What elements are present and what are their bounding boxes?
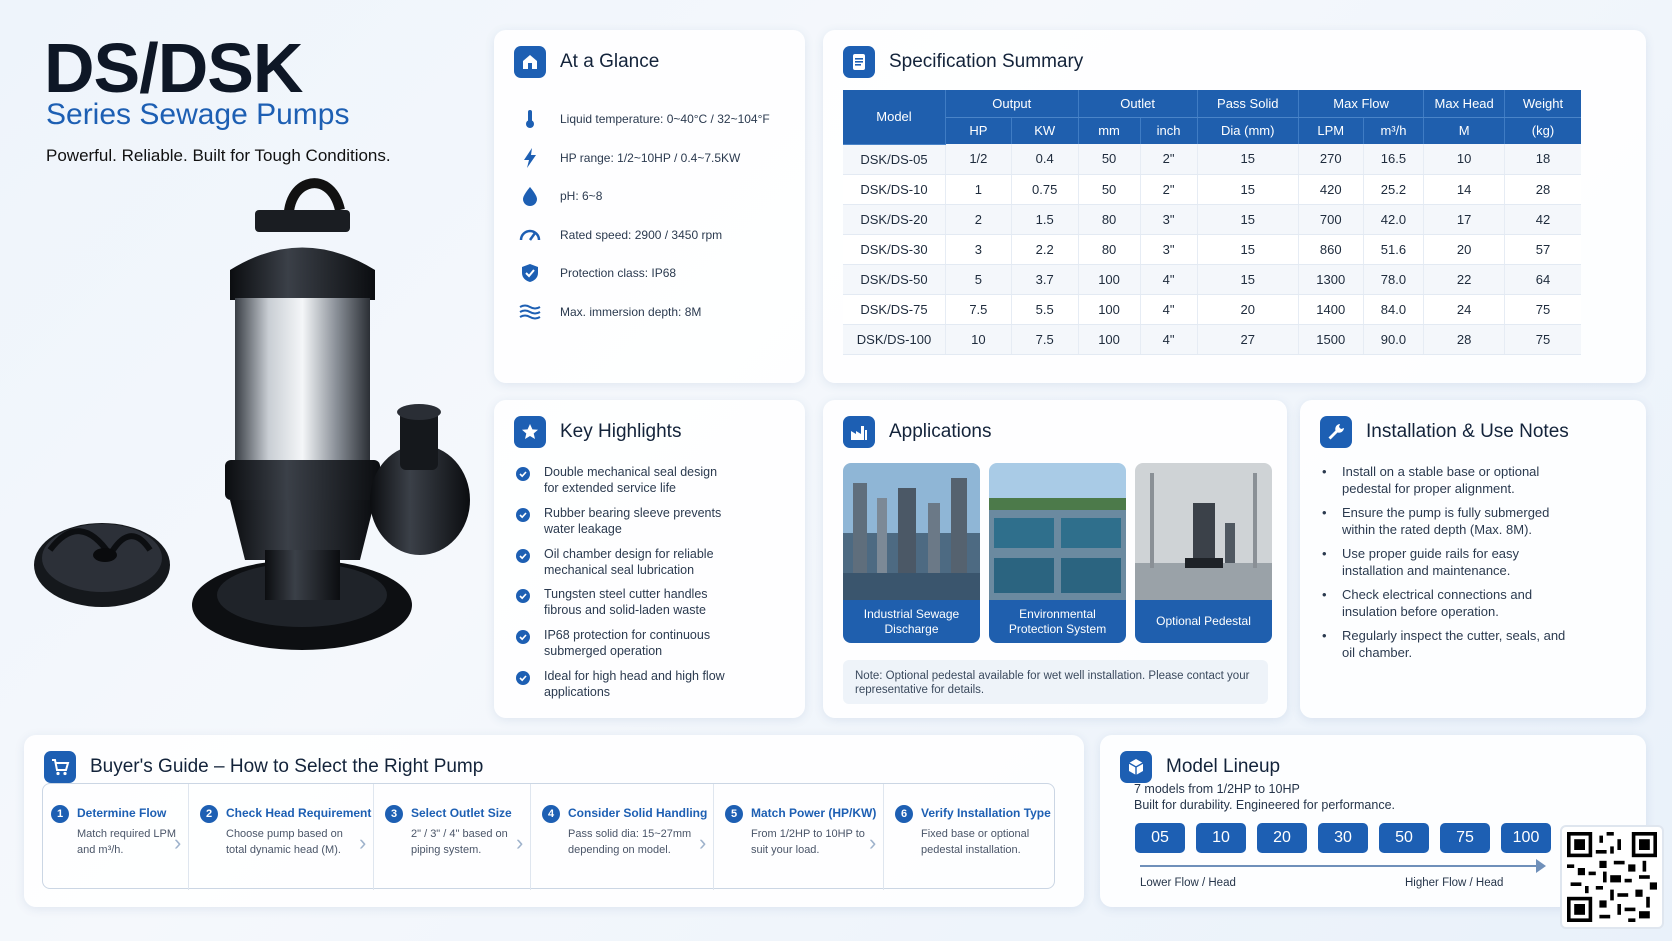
step-number: 1 bbox=[51, 805, 69, 823]
list-item: • Ensure the pump is fully submerged within the rated depth (Max. 8M). bbox=[1322, 505, 1567, 546]
pump-image bbox=[30, 170, 490, 690]
spec-card bbox=[823, 30, 1646, 383]
highlight-text: Rubber bearing sleeve prevents water leakage bbox=[544, 505, 722, 536]
glance-text: Protection class: IP68 bbox=[560, 266, 677, 281]
th-sub: Dia (mm) bbox=[1197, 117, 1298, 144]
step-desc: 2" / 3" / 4" based on piping system. bbox=[411, 828, 508, 856]
house-icon bbox=[514, 46, 546, 78]
step-number: 6 bbox=[895, 805, 913, 823]
step-title: Consider Solid Handling bbox=[568, 806, 708, 820]
higher-label: Higher Flow / Head bbox=[1405, 877, 1504, 889]
app-caption: Optional Pedestal bbox=[1135, 600, 1272, 643]
model-cell: DSK/DS-30 bbox=[843, 234, 945, 264]
wrench-icon bbox=[1320, 416, 1352, 448]
table-cell: 50 bbox=[1078, 144, 1140, 174]
page-title: DS/DSK bbox=[44, 29, 303, 107]
th-output: Output bbox=[945, 90, 1078, 117]
table-cell: 27 bbox=[1197, 324, 1298, 354]
guide-step bbox=[725, 806, 876, 858]
step-title: Check Head Requirement bbox=[226, 806, 372, 820]
droplet-icon bbox=[516, 184, 544, 208]
table-cell: 51.6 bbox=[1363, 234, 1424, 264]
model-cell: DSK/DS-20 bbox=[843, 204, 945, 234]
table-cell: 20 bbox=[1197, 294, 1298, 324]
chevron-right-icon: › bbox=[516, 830, 524, 855]
th-sub: m³/h bbox=[1363, 117, 1424, 144]
app-tile-pedestal bbox=[1135, 463, 1272, 643]
table-row bbox=[843, 234, 1581, 264]
install-text: Use proper guide rails for easy installation and maintenance. bbox=[1342, 546, 1520, 578]
table-cell: 3" bbox=[1140, 204, 1197, 234]
divider bbox=[530, 784, 531, 890]
step-desc: From 1/2HP to 10HP to suit your load. bbox=[751, 828, 865, 856]
th-weight: Weight bbox=[1504, 90, 1581, 117]
step-title: Match Power (HP/KW) bbox=[751, 806, 877, 820]
lineup-title: Model Lineup bbox=[1166, 756, 1281, 777]
table-cell: 42 bbox=[1504, 204, 1581, 234]
install-text: Ensure the pump is fully submerged within the rated depth (Max. 8M). bbox=[1342, 505, 1550, 537]
table-cell: 75 bbox=[1504, 294, 1581, 324]
table-cell: 42.0 bbox=[1363, 204, 1424, 234]
model-chip[interactable]: 20 bbox=[1257, 823, 1307, 853]
th-model: Model bbox=[843, 90, 945, 144]
table-cell: 7.5 bbox=[945, 294, 1011, 324]
list-item bbox=[516, 627, 734, 668]
table-cell: 2" bbox=[1140, 174, 1197, 204]
list-item: • Check electrical connections and insulation before operation. bbox=[1322, 587, 1567, 628]
table-cell: 14 bbox=[1424, 174, 1505, 204]
model-chip[interactable]: 30 bbox=[1318, 823, 1368, 853]
table-cell: 64 bbox=[1504, 264, 1581, 294]
table-cell: 1500 bbox=[1298, 324, 1363, 354]
treatment-plant-image bbox=[989, 463, 1126, 600]
install-text: Regularly inspect the cutter, seals, and oil chamber. bbox=[1342, 628, 1566, 660]
app-caption: Environmental Protection System bbox=[989, 600, 1126, 643]
table-row bbox=[843, 324, 1581, 354]
step-desc: Match required LPM and m³/h. bbox=[77, 828, 177, 856]
glance-text: Rated speed: 2900 / 3450 rpm bbox=[560, 227, 723, 242]
divider bbox=[373, 784, 374, 890]
table-cell: 28 bbox=[1504, 174, 1581, 204]
list-item bbox=[516, 586, 734, 627]
step-number: 3 bbox=[385, 805, 403, 823]
table-cell: 5 bbox=[945, 264, 1011, 294]
step-number: 4 bbox=[542, 805, 560, 823]
table-row bbox=[843, 174, 1581, 204]
speedometer-icon bbox=[516, 223, 544, 247]
table-cell: 25.2 bbox=[1363, 174, 1424, 204]
table-cell: 75 bbox=[1504, 324, 1581, 354]
table-cell: 100 bbox=[1078, 324, 1140, 354]
glance-text: Liquid temperature: 0~40°C / 32~104°F bbox=[560, 112, 770, 127]
th-pass-solid: Pass Solid bbox=[1197, 90, 1298, 117]
table-cell: 3.7 bbox=[1011, 264, 1078, 294]
table-cell: 1 bbox=[945, 174, 1011, 204]
factory-icon bbox=[843, 416, 875, 448]
table-cell: 700 bbox=[1298, 204, 1363, 234]
check-icon bbox=[516, 549, 530, 563]
check-icon bbox=[516, 467, 530, 481]
step-title: Verify Installation Type bbox=[921, 806, 1051, 820]
divider bbox=[883, 784, 884, 890]
lightning-icon bbox=[516, 146, 544, 170]
check-icon bbox=[516, 671, 530, 685]
table-row bbox=[843, 294, 1581, 324]
table-cell: 80 bbox=[1078, 234, 1140, 264]
glance-card bbox=[494, 30, 805, 383]
guide-steps bbox=[42, 783, 1055, 889]
guide-step bbox=[51, 806, 189, 858]
table-cell: 78.0 bbox=[1363, 264, 1424, 294]
table-cell: 15 bbox=[1197, 144, 1298, 174]
install-title: Installation & Use Notes bbox=[1366, 421, 1569, 442]
app-tile-environmental bbox=[989, 463, 1126, 643]
table-cell: 20 bbox=[1424, 234, 1505, 264]
page-subtitle: Series Sewage Pumps bbox=[46, 98, 350, 131]
table-cell: 15 bbox=[1197, 174, 1298, 204]
table-cell: 100 bbox=[1078, 264, 1140, 294]
install-card bbox=[1300, 400, 1646, 718]
table-cell: 2.2 bbox=[1011, 234, 1078, 264]
chevron-right-icon: › bbox=[699, 830, 707, 855]
guide-step bbox=[200, 806, 371, 858]
glance-item bbox=[516, 177, 770, 216]
table-cell: 420 bbox=[1298, 174, 1363, 204]
guide-step bbox=[542, 806, 707, 858]
model-chip[interactable]: 100 bbox=[1501, 823, 1551, 853]
glance-text: Max. immersion depth: 8M bbox=[560, 304, 702, 319]
spec-table bbox=[843, 90, 1581, 355]
lower-label: Lower Flow / Head bbox=[1140, 877, 1236, 889]
table-cell: 0.4 bbox=[1011, 144, 1078, 174]
table-cell: 2" bbox=[1140, 144, 1197, 174]
step-desc: Choose pump based on total dynamic head (M). bbox=[226, 828, 343, 856]
list-item: • Install on a stable base or optional pedestal for proper alignment. bbox=[1322, 464, 1567, 505]
app-tile-industrial bbox=[843, 463, 980, 643]
table-cell: 100 bbox=[1078, 294, 1140, 324]
pedestal-room-image bbox=[1135, 463, 1272, 600]
model-chip[interactable]: 75 bbox=[1440, 823, 1490, 853]
table-cell: 10 bbox=[945, 324, 1011, 354]
table-cell: 860 bbox=[1298, 234, 1363, 264]
table-cell: 28 bbox=[1424, 324, 1505, 354]
th-sub: LPM bbox=[1298, 117, 1363, 144]
table-cell: 10 bbox=[1424, 144, 1505, 174]
step-number: 5 bbox=[725, 805, 743, 823]
check-icon bbox=[516, 508, 530, 522]
highlight-text: Tungsten steel cutter handles fibrous and solid-laden waste bbox=[544, 587, 708, 618]
guide-step bbox=[385, 806, 529, 858]
th-sub: M bbox=[1424, 117, 1505, 144]
range-arrow bbox=[1140, 865, 1540, 867]
th-outlet: Outlet bbox=[1078, 90, 1197, 117]
th-max-head: Max Head bbox=[1424, 90, 1505, 117]
divider bbox=[713, 784, 714, 890]
lineup-line2: Built for durability. Engineered for performance. bbox=[1134, 798, 1396, 812]
model-cell: DSK/DS-75 bbox=[843, 294, 945, 324]
app-caption: Industrial Sewage Discharge bbox=[843, 600, 980, 643]
table-cell: 1/2 bbox=[945, 144, 1011, 174]
table-cell: 50 bbox=[1078, 174, 1140, 204]
model-cell: DSK/DS-50 bbox=[843, 264, 945, 294]
chevron-right-icon: › bbox=[174, 830, 182, 855]
glance-item bbox=[516, 293, 770, 332]
list-item: • Use proper guide rails for easy installation and maintenance. bbox=[1322, 546, 1567, 587]
guide-title: Buyer's Guide – How to Select the Right Pump bbox=[90, 756, 484, 777]
table-cell: 24 bbox=[1424, 294, 1505, 324]
table-cell: 7.5 bbox=[1011, 324, 1078, 354]
table-cell: 84.0 bbox=[1363, 294, 1424, 324]
table-row bbox=[843, 204, 1581, 234]
document-icon bbox=[843, 46, 875, 78]
table-cell: 15 bbox=[1197, 264, 1298, 294]
list-item: • Regularly inspect the cutter, seals, and oil chamber. bbox=[1322, 628, 1567, 669]
table-cell: 1.5 bbox=[1011, 204, 1078, 234]
list-item bbox=[516, 505, 734, 546]
th-sub: mm bbox=[1078, 117, 1140, 144]
tagline: Powerful. Reliable. Built for Tough Conditions. bbox=[46, 146, 391, 165]
shield-icon bbox=[516, 261, 544, 285]
industrial-plant-image bbox=[843, 463, 980, 600]
chevron-right-icon: › bbox=[359, 830, 367, 855]
highlight-text: Oil chamber design for reliable mechanical seal lubrication bbox=[544, 546, 714, 577]
highlight-text: Ideal for high head and high flow applications bbox=[544, 668, 725, 699]
model-cell: DSK/DS-10 bbox=[843, 174, 945, 204]
glance-text: pH: 6~8 bbox=[560, 189, 603, 204]
applications-title: Applications bbox=[889, 421, 992, 442]
check-icon bbox=[516, 589, 530, 603]
table-cell: 4" bbox=[1140, 294, 1197, 324]
table-cell: 57 bbox=[1504, 234, 1581, 264]
install-text: Check electrical connections and insulation before operation. bbox=[1342, 587, 1533, 619]
table-cell: 90.0 bbox=[1363, 324, 1424, 354]
glance-item bbox=[516, 216, 770, 255]
list-item bbox=[516, 464, 734, 505]
guide-card bbox=[24, 735, 1084, 907]
step-title: Select Outlet Size bbox=[411, 806, 512, 820]
highlights-card bbox=[494, 400, 805, 718]
th-sub: (kg) bbox=[1504, 117, 1581, 144]
table-cell: 4" bbox=[1140, 324, 1197, 354]
glance-title: At a Glance bbox=[560, 51, 660, 72]
table-cell: 3" bbox=[1140, 234, 1197, 264]
table-cell: 5.5 bbox=[1011, 294, 1078, 324]
table-cell: 15 bbox=[1197, 204, 1298, 234]
step-desc: Pass solid dia: 15~27mm depending on model. bbox=[568, 828, 692, 856]
table-cell: 4" bbox=[1140, 264, 1197, 294]
cube-icon bbox=[1120, 751, 1152, 783]
install-text: Install on a stable base or optional pedestal for proper alignment. bbox=[1342, 464, 1540, 496]
glance-item bbox=[516, 100, 770, 139]
model-chip[interactable]: 50 bbox=[1379, 823, 1429, 853]
highlight-text: Double mechanical seal design for extended service life bbox=[544, 465, 718, 495]
qr-code[interactable] bbox=[1560, 825, 1664, 929]
model-chip[interactable]: 05 bbox=[1135, 823, 1185, 853]
table-cell: 80 bbox=[1078, 204, 1140, 234]
glance-item bbox=[516, 139, 770, 178]
table-cell: 2 bbox=[945, 204, 1011, 234]
cart-icon bbox=[44, 751, 76, 783]
step-number: 2 bbox=[200, 805, 218, 823]
step-desc: Fixed base or optional pedestal installation. bbox=[921, 828, 1030, 856]
table-cell: 1400 bbox=[1298, 294, 1363, 324]
table-cell: 0.75 bbox=[1011, 174, 1078, 204]
th-sub: KW bbox=[1011, 117, 1078, 144]
lineup-subtitle bbox=[1134, 781, 1395, 813]
glance-text: HP range: 1/2~10HP / 0.4~7.5KW bbox=[560, 150, 741, 165]
th-sub: HP bbox=[945, 117, 1011, 144]
qr-code-icon bbox=[1567, 832, 1657, 922]
table-cell: 1300 bbox=[1298, 264, 1363, 294]
table-cell: 18 bbox=[1504, 144, 1581, 174]
list-item bbox=[516, 668, 734, 709]
table-cell: 22 bbox=[1424, 264, 1505, 294]
table-cell: 270 bbox=[1298, 144, 1363, 174]
model-chip[interactable]: 10 bbox=[1196, 823, 1246, 853]
chevron-right-icon: › bbox=[869, 830, 877, 855]
step-title: Determine Flow bbox=[77, 806, 167, 820]
model-cell: DSK/DS-100 bbox=[843, 324, 945, 354]
table-cell: 15 bbox=[1197, 234, 1298, 264]
th-max-flow: Max Flow bbox=[1298, 90, 1423, 117]
table-cell: 17 bbox=[1424, 204, 1505, 234]
table-row bbox=[843, 144, 1581, 174]
arrowhead-icon bbox=[1536, 859, 1546, 873]
applications-note: Note: Optional pedestal available for wet well installation. Please contact your representative for details. bbox=[843, 660, 1268, 704]
check-icon bbox=[516, 630, 530, 644]
th-sub: inch bbox=[1140, 117, 1197, 144]
lineup-line1: 7 models from 1/2HP to 10HP bbox=[1134, 782, 1300, 796]
thermometer-icon bbox=[516, 107, 544, 131]
table-cell: 3 bbox=[945, 234, 1011, 264]
star-icon bbox=[514, 416, 546, 448]
table-row bbox=[843, 264, 1581, 294]
waves-icon bbox=[516, 300, 544, 324]
spec-title: Specification Summary bbox=[889, 51, 1084, 72]
applications-card bbox=[823, 400, 1287, 718]
glance-item bbox=[516, 254, 770, 293]
guide-step bbox=[895, 806, 1051, 858]
highlights-title: Key Highlights bbox=[560, 421, 682, 442]
table-cell: 16.5 bbox=[1363, 144, 1424, 174]
model-cell: DSK/DS-05 bbox=[843, 144, 945, 174]
list-item bbox=[516, 546, 734, 587]
highlight-text: IP68 protection for continuous submerged operation bbox=[544, 628, 711, 659]
